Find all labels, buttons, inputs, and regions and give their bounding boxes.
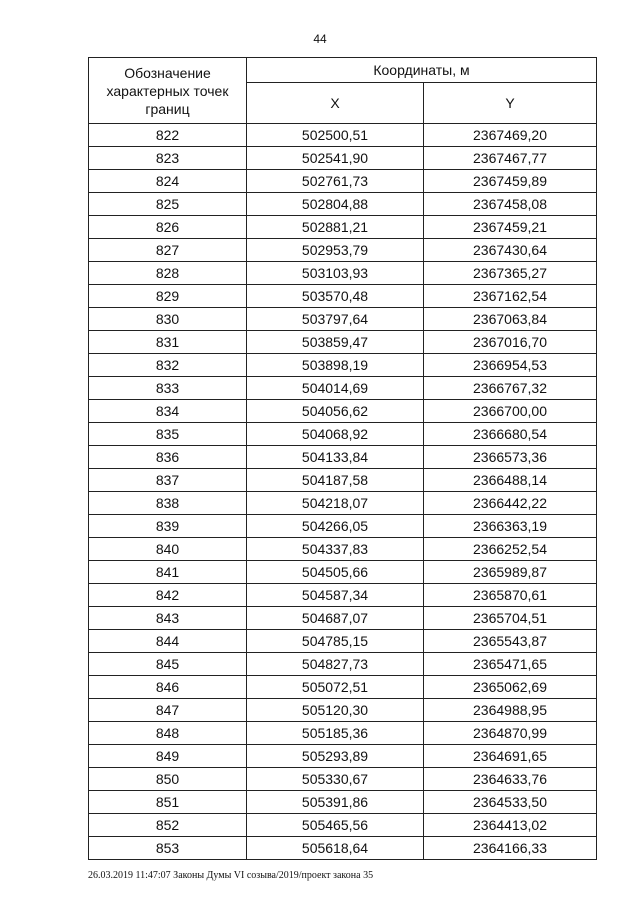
table-row (89, 538, 597, 561)
y-coordinate-cell: 2367063,84 (424, 308, 597, 331)
y-coordinate-cell: 2366700,00 (424, 400, 597, 423)
y-coordinate-cell: 2367458,08 (424, 193, 597, 216)
table-row (89, 147, 597, 170)
x-coordinate-cell: 503103,93 (247, 262, 424, 285)
table-row (89, 492, 597, 515)
y-coordinate-cell: 2366488,14 (424, 469, 597, 492)
table-row (89, 814, 597, 837)
point-number-cell: 847 (89, 699, 247, 722)
point-number-cell: 841 (89, 561, 247, 584)
x-coordinate-cell: 504266,05 (247, 515, 424, 538)
table-row (89, 676, 597, 699)
x-coordinate-cell: 504785,15 (247, 630, 424, 653)
table-row (89, 653, 597, 676)
y-coordinate-cell: 2365704,51 (424, 607, 597, 630)
x-coordinate-cell: 502761,73 (247, 170, 424, 193)
x-coordinate-cell: 505120,30 (247, 699, 424, 722)
y-coordinate-cell: 2367365,27 (424, 262, 597, 285)
point-number-cell: 832 (89, 354, 247, 377)
point-number-cell: 853 (89, 837, 247, 860)
y-coordinate-cell: 2364870,99 (424, 722, 597, 745)
point-number-cell: 851 (89, 791, 247, 814)
point-designation-header (89, 58, 247, 124)
x-coordinate-cell: 505330,67 (247, 768, 424, 791)
point-header-line-2: характерных точек (106, 82, 229, 99)
table-row (89, 170, 597, 193)
y-coordinate-cell: 2367467,77 (424, 147, 597, 170)
y-coordinate-cell: 2366767,32 (424, 377, 597, 400)
x-coordinate-cell: 505293,89 (247, 745, 424, 768)
table-row (89, 446, 597, 469)
x-coordinate-cell: 504687,07 (247, 607, 424, 630)
point-number-cell: 845 (89, 653, 247, 676)
x-coordinate-cell: 504587,34 (247, 584, 424, 607)
table-row (89, 285, 597, 308)
table-row (89, 354, 597, 377)
y-coordinate-cell: 2364533,50 (424, 791, 597, 814)
table-body (89, 124, 597, 860)
table-row (89, 331, 597, 354)
y-coordinate-cell: 2367469,20 (424, 124, 597, 147)
y-coordinate-cell: 2365989,87 (424, 561, 597, 584)
x-column-header: X (247, 83, 424, 124)
x-coordinate-cell: 502881,21 (247, 216, 424, 239)
point-number-cell: 833 (89, 377, 247, 400)
point-number-cell: 836 (89, 446, 247, 469)
x-coordinate-cell: 505072,51 (247, 676, 424, 699)
point-number-cell: 844 (89, 630, 247, 653)
y-coordinate-cell: 2367016,70 (424, 331, 597, 354)
y-column-header: Y (424, 83, 597, 124)
y-coordinate-cell: 2366573,36 (424, 446, 597, 469)
point-number-cell: 852 (89, 814, 247, 837)
x-coordinate-cell: 504068,92 (247, 423, 424, 446)
table-row (89, 469, 597, 492)
table-row (89, 699, 597, 722)
point-number-cell: 842 (89, 584, 247, 607)
point-number-cell: 850 (89, 768, 247, 791)
table-row (89, 308, 597, 331)
point-number-cell: 827 (89, 239, 247, 262)
x-coordinate-cell: 505185,36 (247, 722, 424, 745)
table-row (89, 607, 597, 630)
y-coordinate-cell: 2366954,53 (424, 354, 597, 377)
y-coordinate-cell: 2367459,21 (424, 216, 597, 239)
y-coordinate-cell: 2366363,19 (424, 515, 597, 538)
y-coordinate-cell: 2366252,54 (424, 538, 597, 561)
y-coordinate-cell: 2364166,33 (424, 837, 597, 860)
y-coordinate-cell: 2367459,89 (424, 170, 597, 193)
x-coordinate-cell: 504187,58 (247, 469, 424, 492)
y-coordinate-cell: 2365471,65 (424, 653, 597, 676)
x-coordinate-cell: 502500,51 (247, 124, 424, 147)
point-number-cell: 824 (89, 170, 247, 193)
point-number-cell: 829 (89, 285, 247, 308)
y-coordinate-cell: 2364413,02 (424, 814, 597, 837)
table-row (89, 561, 597, 584)
x-coordinate-cell: 503898,19 (247, 354, 424, 377)
point-number-cell: 849 (89, 745, 247, 768)
point-number-cell: 831 (89, 331, 247, 354)
table-row (89, 262, 597, 285)
table-row (89, 768, 597, 791)
y-coordinate-cell: 2365543,87 (424, 630, 597, 653)
x-coordinate-cell: 503859,47 (247, 331, 424, 354)
x-coordinate-cell: 504014,69 (247, 377, 424, 400)
table-row (89, 722, 597, 745)
point-number-cell: 846 (89, 676, 247, 699)
point-number-cell: 828 (89, 262, 247, 285)
x-coordinate-cell: 504505,66 (247, 561, 424, 584)
x-coordinate-cell: 504827,73 (247, 653, 424, 676)
x-coordinate-cell: 505391,86 (247, 791, 424, 814)
point-number-cell: 823 (89, 147, 247, 170)
table-row (89, 377, 597, 400)
point-number-cell: 826 (89, 216, 247, 239)
point-number-cell: 838 (89, 492, 247, 515)
x-coordinate-cell: 504133,84 (247, 446, 424, 469)
table-row (89, 400, 597, 423)
table-row (89, 515, 597, 538)
point-number-cell: 835 (89, 423, 247, 446)
coordinates-header: Координаты, м (247, 58, 597, 83)
table-row (89, 239, 597, 262)
table-row (89, 837, 597, 860)
x-coordinate-cell: 505618,64 (247, 837, 424, 860)
table-row (89, 124, 597, 147)
point-number-cell: 843 (89, 607, 247, 630)
x-coordinate-cell: 503797,64 (247, 308, 424, 331)
y-coordinate-cell: 2364691,65 (424, 745, 597, 768)
y-coordinate-cell: 2367430,64 (424, 239, 597, 262)
point-number-cell: 834 (89, 400, 247, 423)
x-coordinate-cell: 502541,90 (247, 147, 424, 170)
table-row (89, 193, 597, 216)
table-row (89, 630, 597, 653)
x-coordinate-cell: 503570,48 (247, 285, 424, 308)
point-number-cell: 839 (89, 515, 247, 538)
x-coordinate-cell: 505465,56 (247, 814, 424, 837)
point-number-cell: 822 (89, 124, 247, 147)
table-row (89, 423, 597, 446)
point-number-cell: 840 (89, 538, 247, 561)
coordinates-table (88, 57, 597, 860)
x-coordinate-cell: 504218,07 (247, 492, 424, 515)
y-coordinate-cell: 2365062,69 (424, 676, 597, 699)
y-coordinate-cell: 2364988,95 (424, 699, 597, 722)
x-coordinate-cell: 504337,83 (247, 538, 424, 561)
point-header-line-3: границ (145, 100, 190, 117)
point-number-cell: 825 (89, 193, 247, 216)
point-header-line-1: Обозначение (124, 64, 211, 81)
table-row (89, 791, 597, 814)
page-number: 44 (313, 32, 327, 46)
document-footer: 26.03.2019 11:47:07 Законы Думы VI созыва/2019/проект закона 35 (88, 870, 374, 881)
y-coordinate-cell: 2366442,22 (424, 492, 597, 515)
y-coordinate-cell: 2364633,76 (424, 768, 597, 791)
y-coordinate-cell: 2365870,61 (424, 584, 597, 607)
x-coordinate-cell: 502953,79 (247, 239, 424, 262)
table-row (89, 216, 597, 239)
table-row (89, 584, 597, 607)
point-number-cell: 830 (89, 308, 247, 331)
table-row (89, 745, 597, 768)
point-number-cell: 848 (89, 722, 247, 745)
x-coordinate-cell: 504056,62 (247, 400, 424, 423)
y-coordinate-cell: 2366680,54 (424, 423, 597, 446)
point-number-cell: 837 (89, 469, 247, 492)
y-coordinate-cell: 2367162,54 (424, 285, 597, 308)
x-coordinate-cell: 502804,88 (247, 193, 424, 216)
